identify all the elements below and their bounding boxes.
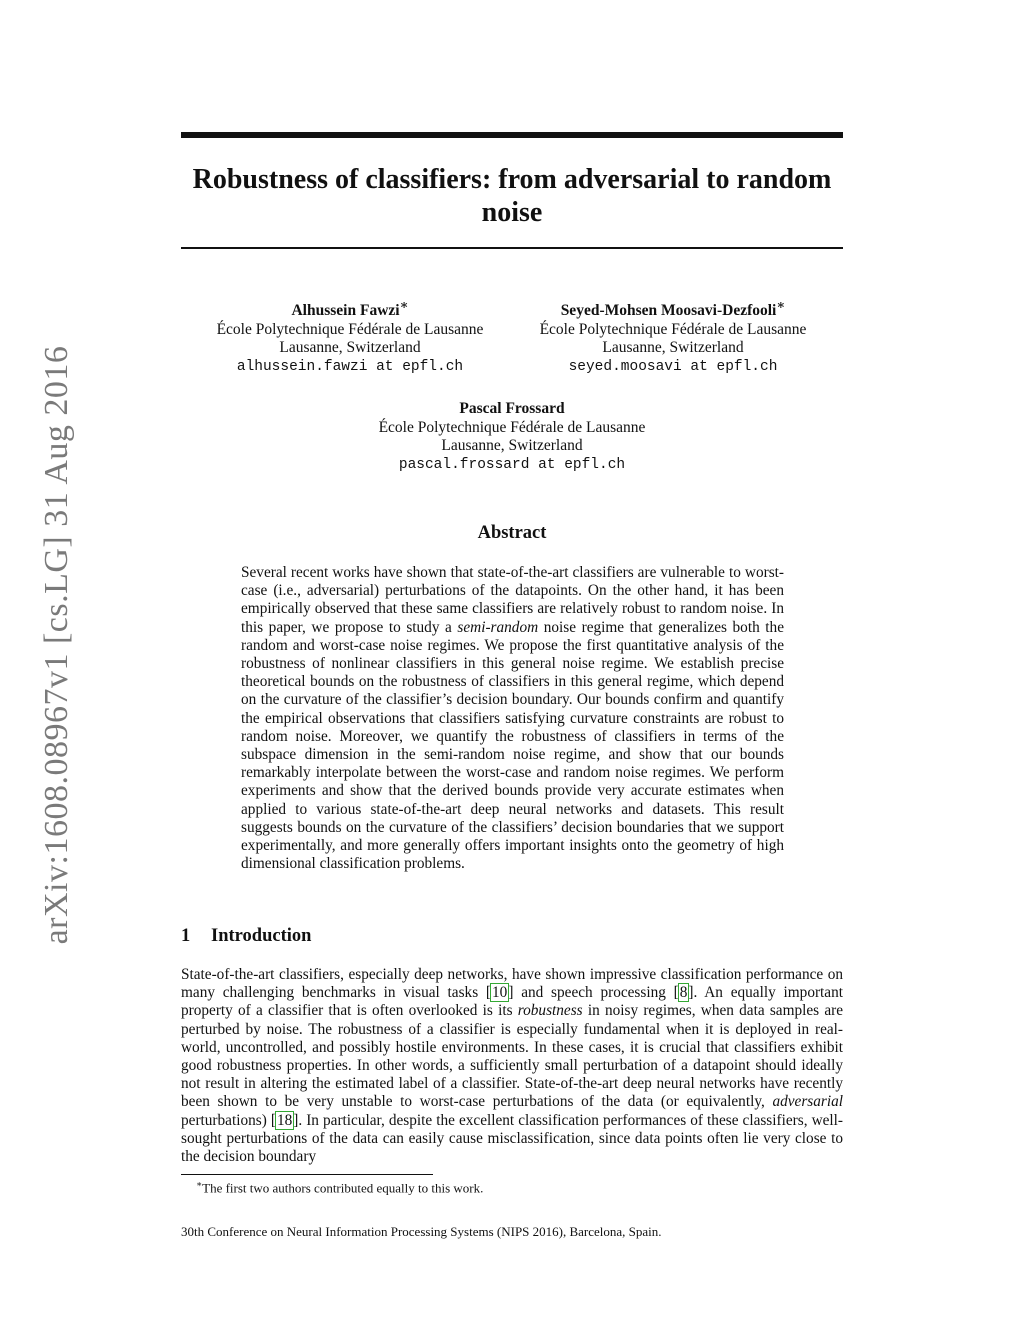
author-email: seyed.moosavi at epfl.ch <box>568 358 778 375</box>
author-email: alhussein.fawzi at epfl.ch <box>236 358 464 375</box>
author-location: Lausanne, Switzerland <box>441 437 583 454</box>
title-top-rule <box>181 132 843 138</box>
author-affiliation: École Polytechnique Fédérale de Lausanne <box>378 418 646 436</box>
citation-link[interactable]: 10 <box>492 984 508 1002</box>
author-affiliation: École Polytechnique Fédérale de Lausanne <box>216 320 484 338</box>
paper-title: Robustness of classifiers: from adversarial to random noise <box>192 164 832 228</box>
conference-note: 30th Conference on Neural Information Processing Systems (NIPS 2016), Barcelona, Spain. <box>181 1224 662 1239</box>
author-block-1 <box>191 296 509 376</box>
abstract-text: Several recent works have shown that state-of-the-art classifiers are vulnerable to worst-case (i.e., adversarial) perturbations of the datapoints. On the other hand, it has been empirically observed that these same classifiers are relatively robust to random noise. In this paper, we propose to study a semi-random noise regime that generalizes both the random and worst-case noise regimes. We propose the first quantitative analysis of the robustness of nonlinear classifiers in this general noise regime. We establish precise theoretical bounds on the robustness of classifiers in this general regime, which depend on the curvature of the classifier’s decision boundary. Our bounds confirm and quantify the empirical observations that classifiers satisfying curvature constraints are robust to random noise. Moreover, we quantify the robustness of classifiers in terms of the subspace dimension in the semi-random noise regime, and show that our bounds remarkably interpolate between the worst-case and random noise regimes. We perform experiments and show that the derived bounds provide very accurate estimates when applied to various state-of-the-art deep neural networks and datasets. This result suggests bounds on the curvature of the classifiers’ decision boundaries that we support experimentally, and more generally offers important insights onto the geometry of high dimensional classification problems. <box>241 564 784 873</box>
introduction-paragraph: State-of-the-art classifiers, especially deep networks, have shown impressive classification performance on many challenging benchmarks in visual tasks [10] and speech processing [8]. An equally important property of a classifier that is often overlooked is its robustness in noisy regimes, when data samples are perturbed by noise. The robustness of a classifier is especially fundamental when it is deployed in real-world, uncontrolled, and possibly hostile environments. In these cases, it is crucial that classifiers exhibit good robustness properties. In other words, a sufficiently small perturbation of a datapoint should ideally not result in altering the estimated label of a classifier. State-of-the-art deep neural networks have recently been shown to be very unstable to worst-case perturbations of the data (or equivalently, adversarial perturbations) [18]. In particular, despite the excellent classification performances of these classifiers, well-sought perturbations of the data can easily cause misclassification, since data points often lie very close to the decision boundary <box>181 966 843 1166</box>
author-name: Seyed-Mohsen Moosavi-Dezfooli∗ <box>560 297 786 320</box>
author-location: Lausanne, Switzerland <box>602 339 744 357</box>
title-bottom-rule <box>181 247 843 249</box>
author-location: Lausanne, Switzerland <box>279 339 421 357</box>
author-name: Pascal Frossard <box>459 400 565 417</box>
citation-link[interactable]: 18 <box>276 1111 293 1129</box>
author-block-2 <box>514 296 832 376</box>
author-name: Alhussein Fawzi∗ <box>291 297 409 320</box>
footnote-rule <box>181 1174 433 1175</box>
author-email: pascal.frossard at epfl.ch <box>398 456 626 473</box>
abstract-heading: Abstract <box>477 523 547 543</box>
author-block-3 <box>352 400 672 474</box>
author-affiliation: École Polytechnique Fédérale de Lausanne <box>539 320 807 338</box>
section-heading: 1 Introduction <box>181 926 312 946</box>
citation-link[interactable]: 8 <box>679 984 688 1002</box>
footnote: ∗The first two authors contributed equally to this work. <box>196 1179 484 1196</box>
arxiv-identifier: arXiv:1608.08967v1 [cs.LG] 31 Aug 2016 <box>38 345 75 945</box>
